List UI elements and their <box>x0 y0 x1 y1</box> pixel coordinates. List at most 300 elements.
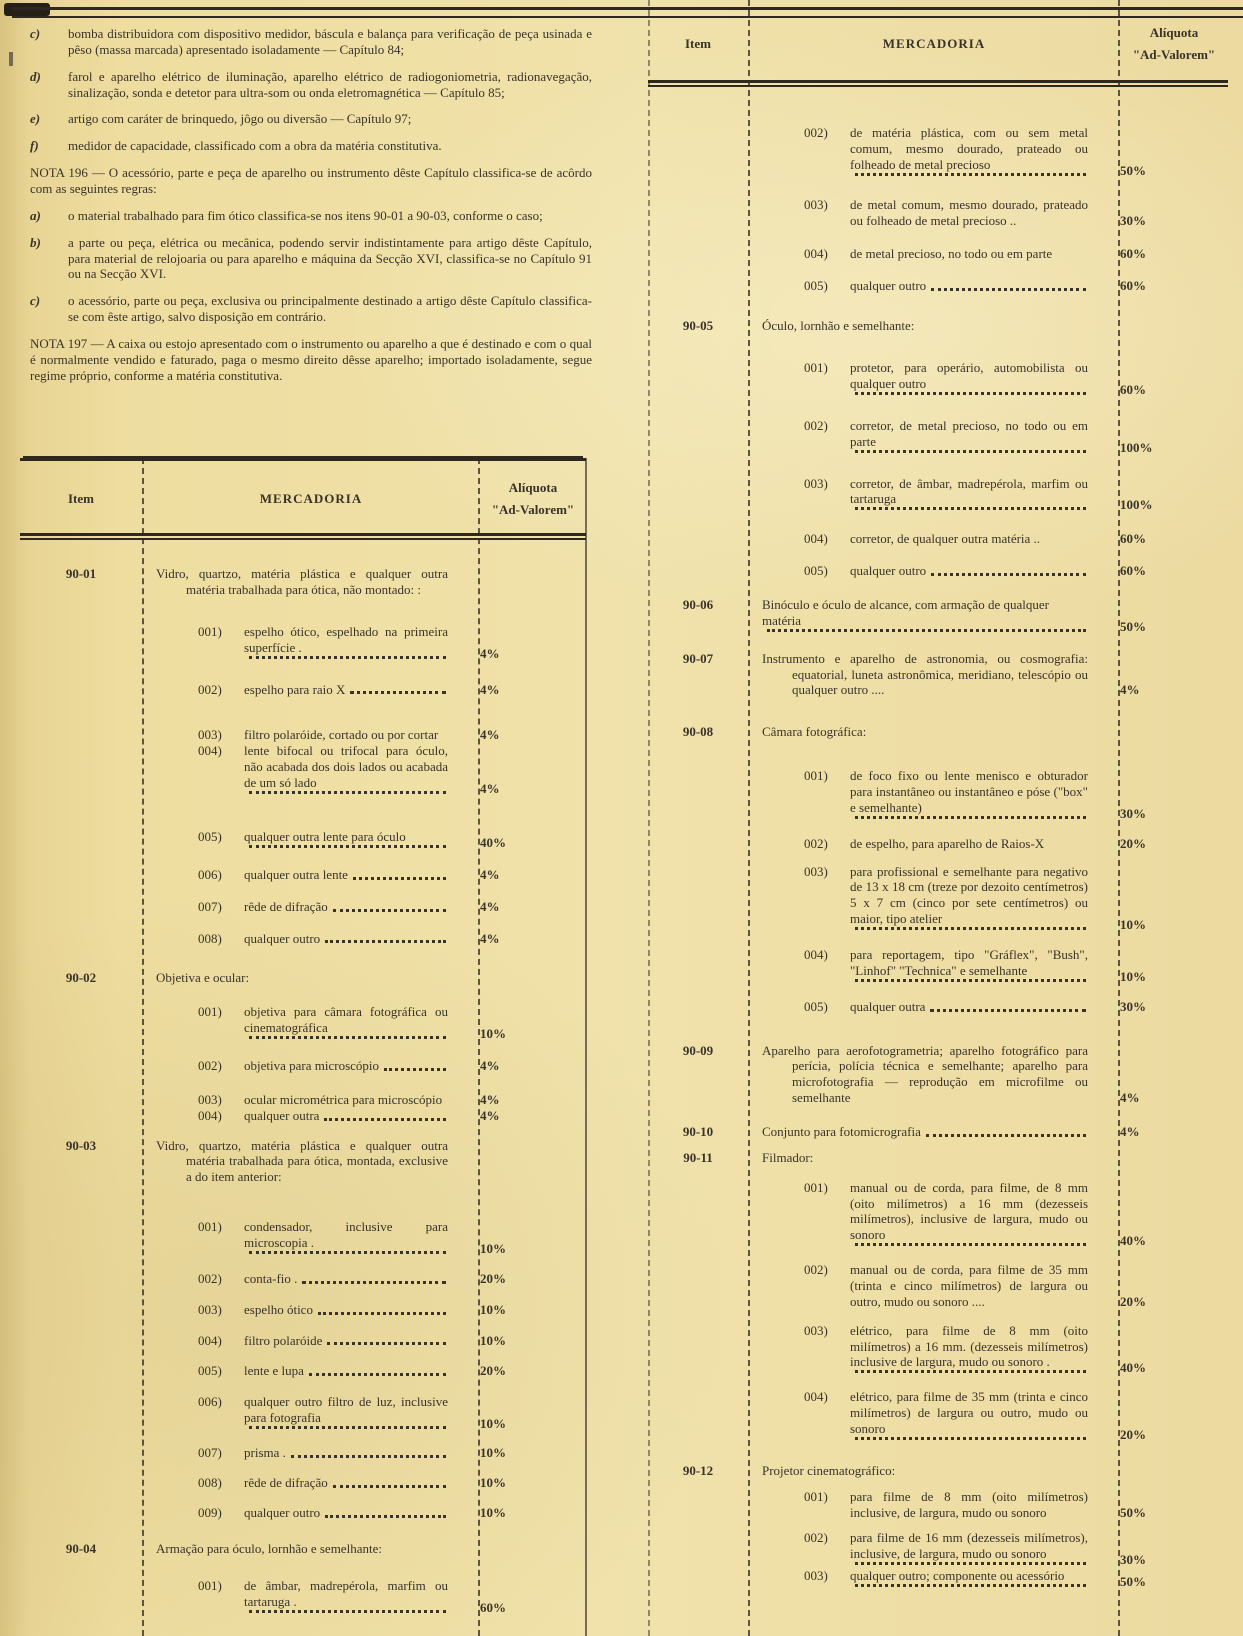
item-code <box>20 867 142 883</box>
subitem-code: 002) <box>804 125 828 141</box>
header-aliquota: Alíquota "Ad-Valorem" <box>1132 25 1216 63</box>
row-description <box>748 1463 1098 1479</box>
paragraph-text: bomba distribuidora com dispositivo medidor, báscula e balança para verificação de peça usinada e pêso (massa marcada) apresentado isoladamente — Capítulo 84; <box>68 26 592 57</box>
table-row <box>648 836 1228 852</box>
table-row <box>648 597 1228 635</box>
item-code <box>20 1058 142 1074</box>
main-text: Vidro, quartzo, matéria plástica e qualquer outra matéria trabalhada para ótica, não montado: : <box>156 566 448 598</box>
item-code <box>20 624 142 662</box>
subitem-code: 001) <box>804 768 828 784</box>
subitem-code: 005) <box>198 1363 222 1379</box>
table-row <box>648 563 1228 579</box>
paragraph-label: a) <box>30 207 41 223</box>
dot-leader <box>855 392 1086 395</box>
dot-leader <box>249 1610 446 1613</box>
subitem-code: 001) <box>198 1578 222 1594</box>
tariff-table-left <box>20 458 586 1636</box>
dot-leader <box>384 1068 446 1071</box>
table-row <box>20 1363 586 1379</box>
ad-valorem-rate: 10% <box>480 1026 506 1042</box>
table-row <box>20 867 586 883</box>
dot-leader <box>931 288 1086 291</box>
item-code <box>648 197 748 229</box>
ad-valorem-rate: 10% <box>480 1416 506 1432</box>
subitem-text: qualquer outra <box>850 998 926 1014</box>
table-header <box>20 458 586 536</box>
dot-leader <box>855 979 1086 982</box>
header-item: Item <box>68 491 94 507</box>
subitem-text: manual ou de corda, para filme, de 8 mm (oito milímetros) a 16 mm (dezesseis milímetros), inclusive de largura, mudo ou sonoro <box>850 1179 1088 1243</box>
item-code <box>20 1004 142 1042</box>
ad-valorem-rate: 60% <box>1120 563 1146 579</box>
item-code <box>648 864 748 933</box>
main-text: Projetor cinematográfico: <box>762 1462 896 1478</box>
row-description <box>142 566 458 598</box>
subitem-code: 001) <box>804 1488 828 1504</box>
main-text: Conjunto para fotomicrografia <box>762 1123 921 1139</box>
item-code <box>20 743 142 797</box>
subitem-text: filtro polaróide, cortado ou por cortar <box>244 727 439 743</box>
table-row <box>648 947 1228 985</box>
subitem-code: 003) <box>804 1568 828 1584</box>
ad-valorem-rate: 4% <box>1120 1090 1140 1106</box>
subitem-code: 008) <box>198 930 222 946</box>
item-code <box>20 682 142 698</box>
row-description <box>142 727 458 743</box>
table-row <box>648 1043 1228 1106</box>
ad-valorem-rate: 20% <box>1120 1427 1146 1443</box>
row-description <box>142 682 458 698</box>
row-description <box>142 1394 458 1432</box>
row-description <box>748 724 1098 740</box>
item-code: 90-01 <box>65 566 97 582</box>
ad-valorem-rate: 4% <box>480 1107 500 1123</box>
item-code <box>648 1180 748 1249</box>
subitem-code: 004) <box>198 1107 222 1123</box>
row-description <box>748 864 1098 933</box>
dot-leader <box>291 1455 446 1458</box>
table-row <box>20 829 586 851</box>
table-row <box>20 970 586 986</box>
table-row <box>20 682 586 698</box>
row-description <box>142 1219 458 1257</box>
ad-valorem-rate: 60% <box>1120 246 1146 262</box>
header-mercadoria: MERCADORIA <box>259 491 363 507</box>
item-code <box>20 829 142 851</box>
paragraph-text: a parte ou peça, elétrica ou mecânica, podendo servir indistintamente para artigo dêste Capítulo, para material de relojoaria ou para aparelho e máquina da Secção XVI, classifica-se no Capítulo 91 ou na Secção XVI. <box>68 234 592 282</box>
row-description <box>748 597 1098 635</box>
item-code <box>20 1475 142 1491</box>
main-text: Instrumento e aparelho de astronomia, ou cosmografia: equatorial, luneta astronômica, meridiano, telescópio ou qualquer outro .... <box>762 650 1088 698</box>
subitem-code: 003) <box>198 1301 222 1317</box>
table-header <box>648 0 1228 83</box>
row-description <box>748 651 1098 699</box>
row-description <box>748 1530 1098 1568</box>
item-code <box>20 1271 142 1287</box>
subitem-code: 003) <box>804 475 828 491</box>
paragraph-text: farol e aparelho elétrico de iluminação, aparelho elétrico de radiogoniometria, radionavegação, sinalização, sonda e detetor para ultra-som ou onda eletromagnética — Capítulo 85; <box>68 68 592 100</box>
table-row <box>648 1489 1228 1521</box>
tariff-table-right <box>648 0 1228 1636</box>
item-code <box>20 1333 142 1349</box>
ad-valorem-rate: 30% <box>1120 805 1146 821</box>
table-body <box>20 566 586 1616</box>
ad-valorem-rate: 4% <box>1120 682 1140 698</box>
table-row <box>20 1108 586 1124</box>
ad-valorem-rate: 20% <box>480 1363 506 1379</box>
main-text: Aparelho para aerofotogrametria; aparelho fotográfico para perícia, polícia técnica e semelhante; aparelho para microfotografia — reprodução em microfilme ou semelhante <box>762 1042 1088 1106</box>
row-description <box>748 197 1098 229</box>
subitem-code: 004) <box>804 246 828 262</box>
dot-leader <box>302 1281 446 1284</box>
subitem-code: 005) <box>804 998 828 1014</box>
item-code <box>648 947 748 985</box>
note-paragraph <box>30 235 592 283</box>
main-text: Câmara fotográfica: <box>762 724 867 740</box>
ad-valorem-rate: 4% <box>1120 1123 1140 1139</box>
header-aliquota: Alíquota "Ad-Valorem" <box>491 480 575 518</box>
dot-leader <box>350 691 446 694</box>
item-code: 90-11 <box>683 1149 713 1165</box>
row-description <box>748 278 1098 294</box>
item-code <box>20 727 142 743</box>
table-row <box>20 1394 586 1432</box>
subitem-text: espelho para raio X <box>244 681 346 697</box>
paragraph-text: NOTA 196 — O acessório, parte e peça de aparelho ou instrumento dêste Capítulo classifica-se de acôrdo com as seguintes regras: <box>30 165 592 197</box>
subitem-code: 001) <box>198 623 222 639</box>
subitem-text: protetor, para operário, automobilista ou qualquer outro <box>850 360 1088 391</box>
ad-valorem-rate: 50% <box>1120 1504 1146 1520</box>
dot-leader <box>327 1342 446 1345</box>
paragraph-label: c) <box>30 26 41 41</box>
row-description <box>748 531 1098 547</box>
row-description <box>142 1445 458 1461</box>
subitem-code: 004) <box>804 531 828 547</box>
table-row <box>648 278 1228 294</box>
subitem-code: 002) <box>198 1270 222 1286</box>
table-row <box>648 197 1228 229</box>
note-paragraph <box>30 26 592 58</box>
ad-valorem-rate: 30% <box>1120 998 1146 1014</box>
row-description <box>142 829 458 851</box>
table-row <box>648 864 1228 933</box>
row-description <box>748 125 1098 179</box>
header-mercadoria: MERCADORIA <box>882 36 986 52</box>
ad-valorem-rate: 4% <box>480 1091 500 1107</box>
item-code <box>648 418 748 456</box>
subitem-code: 005) <box>198 828 222 844</box>
subitem-code: 008) <box>198 1474 222 1490</box>
subitem-code: 002) <box>804 417 828 433</box>
dot-leader <box>249 791 446 794</box>
subitem-code: 004) <box>198 1332 222 1348</box>
item-code <box>648 563 748 579</box>
table-row <box>648 125 1228 179</box>
ad-valorem-rate: 4% <box>480 681 500 697</box>
subitem-code: 004) <box>804 1389 828 1405</box>
ad-valorem-rate: 30% <box>1120 1552 1146 1568</box>
item-code <box>648 531 748 547</box>
note-paragraph <box>30 138 592 154</box>
dot-leader <box>855 1243 1086 1246</box>
row-description <box>142 1302 458 1318</box>
dot-leader <box>855 927 1086 930</box>
row-description <box>142 1271 458 1287</box>
ad-valorem-rate <box>458 1541 586 1557</box>
table-row <box>20 1058 586 1074</box>
subitem-text: para filme de 16 mm (dezesseis milímetros), inclusive, de largura, mudo ou sonoro <box>850 1530 1088 1562</box>
subitem-text: rêde de difração <box>244 1474 328 1490</box>
item-code <box>20 1394 142 1432</box>
ad-valorem-rate: 100% <box>1120 439 1153 455</box>
dot-leader <box>926 1134 1086 1137</box>
subitem-text: prisma . <box>244 1444 286 1460</box>
item-code: 90-08 <box>682 724 714 740</box>
row-description <box>142 1058 458 1074</box>
ad-valorem-rate: 4% <box>480 866 500 882</box>
note-paragraph <box>30 165 592 197</box>
ad-valorem-rate: 10% <box>480 1301 506 1317</box>
row-description <box>142 624 458 662</box>
subitem-text: qualquer outra <box>244 1107 320 1123</box>
subitem-text: corretor, de âmbar, madrepérola, marfim ou tartaruga <box>850 475 1088 507</box>
table-row <box>20 1475 586 1491</box>
table-body <box>648 125 1228 1590</box>
subitem-text: qualquer outro filtro de luz, inclusive para fotografia <box>244 1394 448 1426</box>
item-code: 90-03 <box>65 1137 97 1153</box>
table-row <box>20 1541 586 1557</box>
item-code <box>648 1530 748 1568</box>
note-paragraph <box>30 336 592 384</box>
table-row <box>20 743 586 797</box>
dot-leader <box>930 1009 1086 1012</box>
item-code <box>648 999 748 1015</box>
row-description <box>142 1505 458 1521</box>
subitem-code: 001) <box>804 360 828 376</box>
row-description <box>748 768 1098 822</box>
item-code <box>20 1302 142 1318</box>
ad-valorem-rate: 4% <box>480 930 500 946</box>
subitem-text: rêde de difração <box>244 898 328 914</box>
subitem-code: 003) <box>804 1322 828 1338</box>
item-code <box>20 1219 142 1257</box>
chapter-notes <box>30 26 592 395</box>
subitem-text: elétrico, para filme de 35 mm (trinta e cinco milímetros) de largura ou outro, mudo ou sonoro <box>850 1389 1088 1437</box>
dot-leader <box>855 1584 1086 1587</box>
table-row <box>648 768 1228 822</box>
subitem-text: de matéria plástica, com ou sem metal comum, mesmo dourado, prateado ou folheado de metal precioso <box>850 125 1088 172</box>
table-row <box>20 1333 586 1349</box>
ad-valorem-rate: 50% <box>1120 1574 1146 1590</box>
ad-valorem-rate: 4% <box>480 727 500 743</box>
ad-valorem-rate: 50% <box>1120 618 1146 634</box>
paragraph-label: d) <box>30 68 41 84</box>
table-row <box>648 1323 1228 1377</box>
row-description <box>748 1489 1098 1521</box>
subitem-text: de espelho, para aparelho de Raios-X <box>850 835 1045 851</box>
subitem-text: corretor, de qualquer outra matéria .. <box>850 531 1041 547</box>
table-row <box>20 1578 586 1616</box>
row-description <box>748 1389 1098 1443</box>
row-description <box>748 1043 1098 1106</box>
dot-leader <box>855 816 1086 819</box>
ad-valorem-rate: 4% <box>480 1057 500 1073</box>
item-code: 90-04 <box>65 1540 97 1556</box>
table-row <box>20 1092 586 1108</box>
ad-valorem-rate: 60% <box>1120 381 1146 397</box>
ad-valorem-rate: 4% <box>480 898 500 914</box>
ad-valorem-rate <box>458 970 586 986</box>
row-description <box>142 1578 458 1616</box>
ad-valorem-rate: 40% <box>480 834 506 850</box>
paragraph-text: NOTA 197 — A caixa ou estojo apresentado com o instrumento ou aparelho a que é destinado e com o qual é normalmente vendido e faturado, paga o mesmo direito dêsse aparelho; importado isoladamente, segue regime próprio, conforme a matéria constitutiva. <box>30 336 592 383</box>
item-code: 90-06 <box>682 596 714 612</box>
ad-valorem-rate: 100% <box>1120 497 1153 513</box>
dot-leader <box>931 573 1086 576</box>
table-row <box>648 1530 1228 1568</box>
dot-leader <box>767 629 1086 632</box>
row-description <box>748 1568 1098 1590</box>
subitem-text: para filme de 8 mm (oito milímetros) inclusive, de largura, mudo ou sonoro <box>850 1488 1088 1520</box>
subitem-text: para profissional e semelhante para negativo de 13 x 18 cm (treze por dezoito centímetros) 5 x 7 cm (cinco por sete centímetros) ou maior, tipo atelier <box>850 863 1088 927</box>
item-code <box>648 1323 748 1377</box>
item-code <box>648 125 748 179</box>
item-code: 90-05 <box>682 318 714 334</box>
row-description <box>142 931 458 947</box>
dot-leader <box>855 1437 1086 1440</box>
item-code: 90-12 <box>682 1462 714 1478</box>
paragraph-label: b) <box>30 234 41 250</box>
subitem-text: objetiva para microscópio <box>244 1057 380 1073</box>
subitem-text: para reportagem, tipo "Gráflex", "Bush", "Linhof" "Technica" e semelhante <box>850 946 1088 978</box>
item-code <box>648 1489 748 1521</box>
dot-leader <box>318 1312 446 1315</box>
note-paragraph <box>30 293 592 325</box>
subitem-text: lente bifocal ou trifocal para óculo, não acabada dos dois lados ou acabada de um só lado <box>244 743 448 791</box>
subitem-text: lente e lupa <box>244 1363 304 1379</box>
subitem-text: qualquer outro <box>244 1504 321 1520</box>
dot-leader <box>324 1118 446 1121</box>
paragraph-label: e) <box>30 111 41 127</box>
subitem-text: de foco fixo ou lente menisco e obturador para instantâneo ou instantâneo e póse ("box" e semelhante) <box>850 768 1088 815</box>
item-code <box>648 1389 748 1443</box>
subitem-code: 002) <box>198 681 222 697</box>
main-text: Binóculo e óculo de alcance, com armação de qualquer matéria <box>762 596 1049 628</box>
row-description <box>142 970 458 986</box>
item-code: 90-02 <box>65 970 97 986</box>
ad-valorem-rate: 60% <box>480 1600 506 1616</box>
paragraph-text: artigo com caráter de brinquedo, jôgo ou diversão — Capítulo 97; <box>68 111 412 127</box>
margin-mark <box>9 52 13 66</box>
dot-leader <box>309 1373 446 1376</box>
main-text: Óculo, lornhão e semelhante: <box>762 318 915 334</box>
row-description <box>142 1092 458 1108</box>
ad-valorem-rate <box>1098 1463 1228 1479</box>
dot-leader <box>855 173 1086 176</box>
item-code <box>20 1505 142 1521</box>
table-row <box>20 1302 586 1318</box>
table-row <box>648 1124 1228 1140</box>
dot-leader <box>249 845 446 848</box>
subitem-code: 002) <box>804 835 828 851</box>
row-description <box>748 999 1098 1015</box>
subitem-code: 001) <box>804 1179 828 1195</box>
item-code <box>648 246 748 262</box>
ad-valorem-rate: 60% <box>1120 278 1146 294</box>
item-code <box>648 768 748 822</box>
subitem-text: qualquer outro <box>850 563 927 579</box>
dot-leader <box>855 450 1086 453</box>
subitem-code: 001) <box>198 1004 222 1020</box>
row-description <box>142 1138 458 1186</box>
table-row <box>648 999 1228 1015</box>
subitem-code: 001) <box>198 1219 222 1235</box>
item-code: 90-07 <box>682 650 714 666</box>
table-row <box>20 1271 586 1287</box>
row-description <box>142 1108 458 1124</box>
ad-valorem-rate: 20% <box>1120 1293 1146 1309</box>
subitem-text: conta-fio . <box>244 1270 298 1286</box>
ad-valorem-rate: 10% <box>480 1474 506 1490</box>
dot-leader <box>333 909 446 912</box>
main-text: Objetiva e ocular: <box>156 970 250 986</box>
subitem-code: 003) <box>198 1091 222 1107</box>
dot-leader <box>249 1426 446 1429</box>
subitem-code: 007) <box>198 898 222 914</box>
row-description <box>748 360 1098 398</box>
item-code <box>20 1578 142 1616</box>
table-row <box>20 1138 586 1186</box>
table-row <box>648 476 1228 514</box>
header-item: Item <box>685 36 711 52</box>
item-code <box>20 1108 142 1124</box>
table-row <box>20 566 586 598</box>
ad-valorem-rate: 20% <box>480 1270 506 1286</box>
ad-valorem-rate <box>1098 318 1228 334</box>
item-code <box>648 1568 748 1590</box>
item-code <box>20 931 142 947</box>
subitem-code: 002) <box>804 1530 828 1546</box>
ad-valorem-rate: 40% <box>1120 1360 1146 1376</box>
table-row <box>648 1389 1228 1443</box>
ad-valorem-rate: 60% <box>1120 531 1146 547</box>
subitem-code: 005) <box>804 563 828 579</box>
row-description <box>748 1262 1098 1310</box>
row-description <box>748 563 1098 579</box>
subitem-text: de metal precioso, no todo ou em parte <box>850 246 1053 262</box>
row-description <box>748 318 1098 334</box>
dot-leader <box>855 1370 1086 1373</box>
note-paragraph <box>30 111 592 127</box>
subitem-text: ocular micrométrica para microscópio <box>244 1091 443 1107</box>
table-row <box>648 1463 1228 1479</box>
subitem-code: 009) <box>198 1504 222 1520</box>
row-description <box>748 418 1098 456</box>
subitem-code: 003) <box>198 727 222 743</box>
row-description <box>748 476 1098 514</box>
subitem-text: qualquer outro <box>244 930 321 946</box>
item-code <box>648 1262 748 1310</box>
ad-valorem-rate: 40% <box>1120 1233 1146 1249</box>
row-description <box>142 1333 458 1349</box>
table-row <box>648 724 1228 740</box>
dot-leader <box>249 1251 446 1254</box>
row-description <box>142 1541 458 1557</box>
subitem-text: de âmbar, madrepérola, marfim ou tartaruga . <box>244 1578 448 1610</box>
row-description <box>748 1124 1098 1140</box>
dot-leader <box>855 1562 1086 1565</box>
item-code <box>20 1363 142 1379</box>
